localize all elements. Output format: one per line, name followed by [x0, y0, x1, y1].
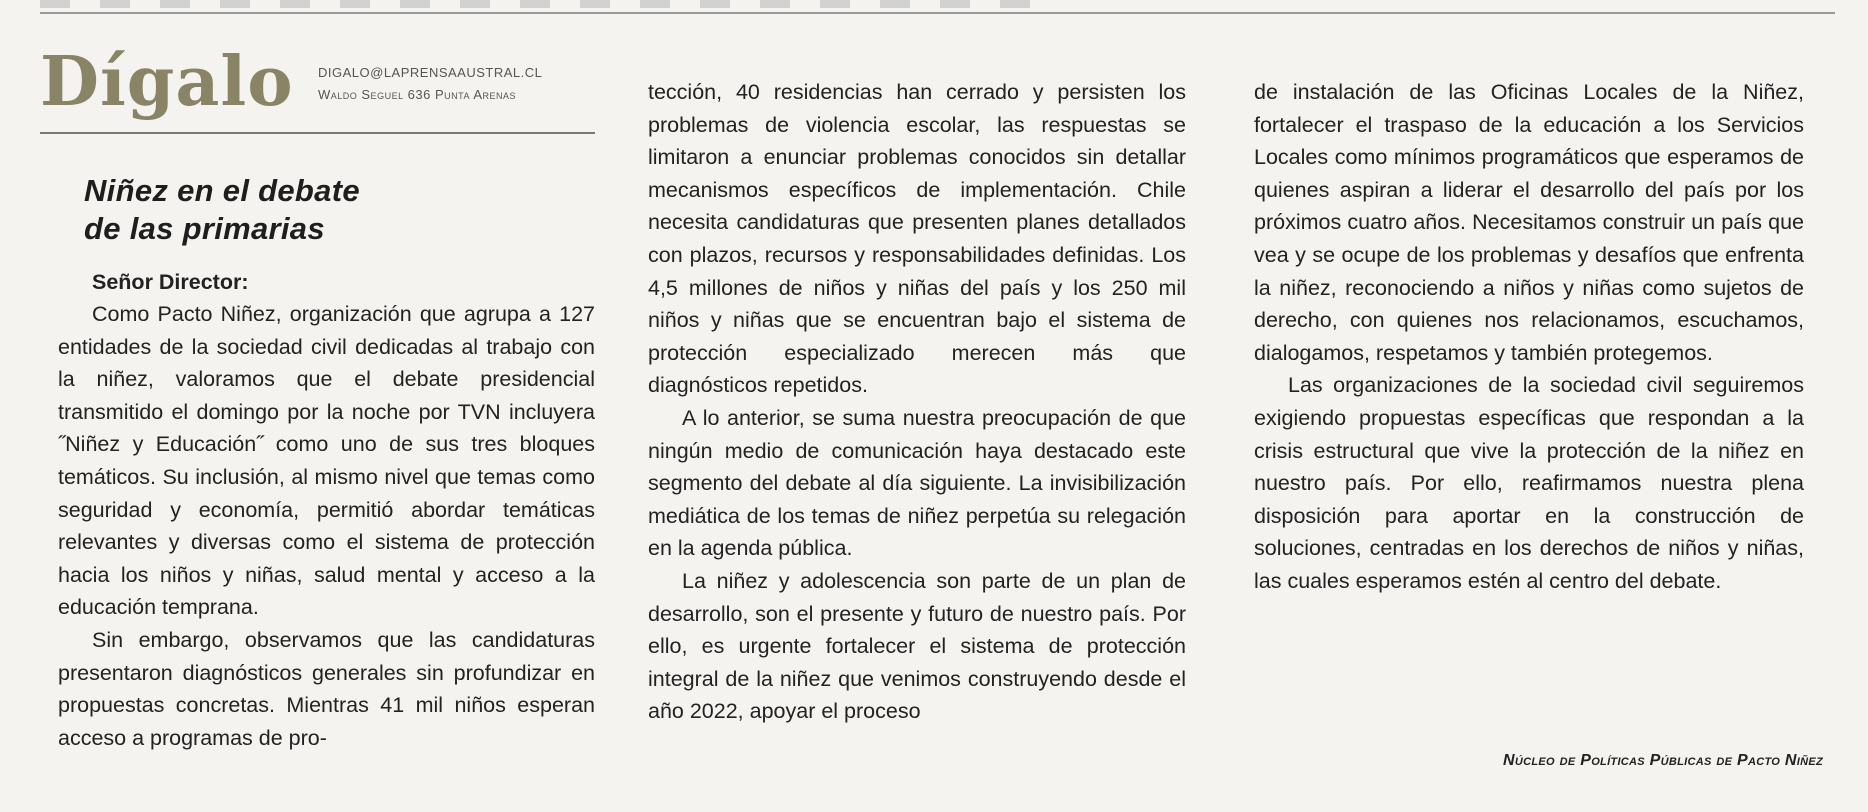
paragraph-1: Como Pacto Niñez, organización que agrupa a 127 entidades de la sociedad civil dedicadas al trabajo con la niñez, valoramos que el debate presidencial transmitido el domingo por la noche por TVN incluyera ˝Niñez y Educación˝ como uno de sus tres bloques temáticos. Su inclusión, al mismo nivel que temas como seguridad y economía, permitió abordar temáticas relevantes y diversas como el sistema de protección hacia los niños y niñas, salud mental y acceso a la educación temprana. — [58, 302, 595, 620]
top-edge-fragment — [40, 0, 1040, 8]
top-rule — [40, 12, 1835, 14]
column-2 — [648, 76, 1186, 728]
contact-address: Waldo Seguel 636 Punta Arenas — [318, 87, 517, 102]
letter-salutation: Señor Director: — [92, 270, 249, 294]
letter-signature: Núcleo de Políticas Públicas de Pacto Niñez — [1503, 752, 1823, 769]
masthead-rule — [40, 132, 595, 134]
section-contact — [318, 62, 542, 106]
section-masthead — [40, 44, 595, 120]
headline-line-1: Niñez en el debate — [84, 173, 360, 208]
column-3 — [1254, 76, 1804, 598]
paragraph-4-start: La niñez y adolescencia son parte de un plan de desarrollo, son el presente y futuro de nuestro país. Por ello, es urgente fortalecer el sistema de protección integral de la niñez que venimos construyendo desde el año 2022, apoyar el proceso — [648, 568, 1186, 724]
paragraph-5: Las organizaciones de la sociedad civil seguiremos exigiendo propuestas específicas que respondan a la crisis estructural que vive la protección de la niñez en nuestro país. Por ello, reafirmamos nuestra plena disposición para aportar en la construcción de soluciones, centradas en los derechos de niños y niñas, las cuales esperamos estén al centro del debate. — [1254, 373, 1804, 593]
column-1 — [58, 172, 595, 754]
paragraph-4-cont: de instalación de las Oficinas Locales de la Niñez, fortalecer el traspaso de la educación a los Servicios Locales como mínimos programáticos que esperamos de quienes aspiran a liderar el desarrollo del país por los próximos cuatro años. Necesitamos construir un país que vea y se ocupe de los problemas y desafíos que enfrenta la niñez, reconociendo a niños y niñas como sujetos de derecho, con quienes nos relacionamos, escuchamos, dialogamos, respetamos y también protegemos. — [1254, 80, 1804, 365]
paragraph-2-start: Sin embargo, observamos que las candidaturas presentaron diagnósticos generales sin profundizar en propuestas concretas. Mientras 41 mil niños esperan acceso a programas de pro- — [58, 627, 595, 750]
headline-line-2: de las primarias — [84, 211, 325, 246]
contact-email: DIGALO@LAPRENSAAUSTRAL.CL — [318, 65, 543, 80]
paragraph-2-cont: tección, 40 residencias han cerrado y persisten los problemas de violencia escolar, las respuestas se limitaron a enunciar problemas conocidos sin detallar mecanismos específicos de implementación. Chile necesita candidaturas que presenten planes detallados con plazos, recursos y responsabilidades definidas. Los 4,5 millones de niños y niñas del país y los 250 mil niños y niñas que se encuentran bajo el sistema de protección especializado merecen más que diagnósticos repetidos. — [648, 80, 1186, 398]
letter-headline — [84, 172, 595, 248]
section-logo: Dígalo — [40, 42, 294, 122]
paragraph-3: A lo anterior, se suma nuestra preocupación de que ningún medio de comunicación haya destacado este segmento del debate al día siguiente. La invisibilización mediática de los temas de niñez perpetúa su relegación en la agenda pública. — [648, 405, 1186, 561]
